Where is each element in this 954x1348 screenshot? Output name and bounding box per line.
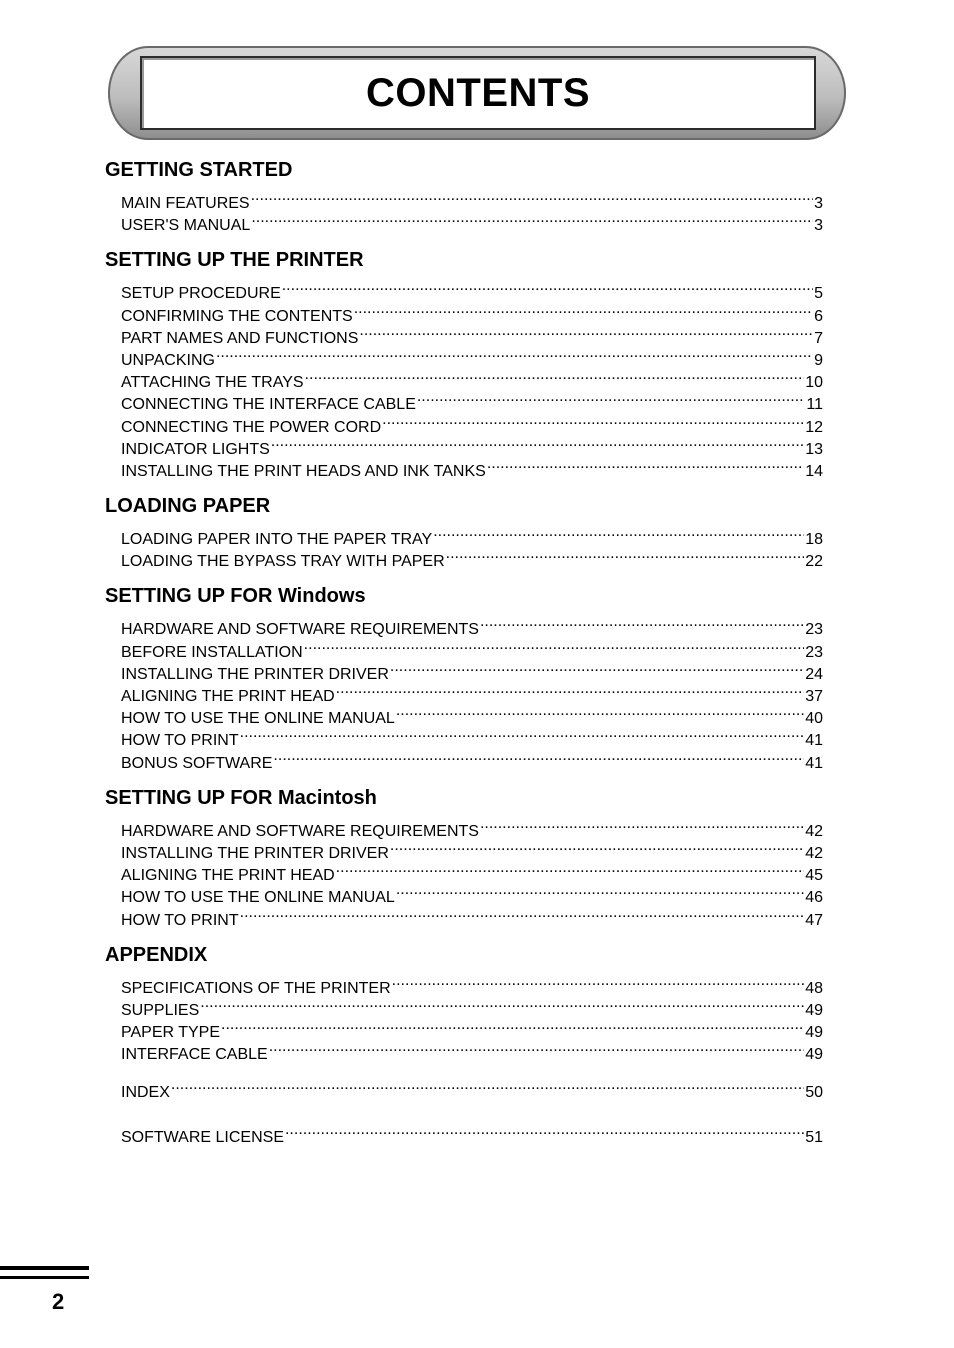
entry-label: UNPACKING xyxy=(121,351,215,369)
entry-label: HOW TO PRINT xyxy=(121,911,239,929)
entry-page: 11 xyxy=(806,396,823,414)
dot-leader xyxy=(336,858,805,880)
entry-label: USER'S MANUAL xyxy=(121,217,251,235)
entry-page: 13 xyxy=(805,440,823,458)
toc-entry[interactable] xyxy=(121,1015,823,1042)
entry-label: BONUS SOFTWARE xyxy=(121,754,273,772)
entry-page: 49 xyxy=(805,1046,823,1064)
dot-leader xyxy=(240,903,805,925)
title-box xyxy=(140,56,816,130)
entry-label: INDEX xyxy=(121,1084,170,1102)
toc-standalone-license xyxy=(105,1120,823,1146)
dot-leader xyxy=(390,836,804,858)
entry-label: HOW TO USE THE ONLINE MANUAL xyxy=(121,889,395,907)
dot-leader xyxy=(251,186,813,208)
toc-section xyxy=(105,492,823,571)
entry-label: LOADING THE BYPASS TRAY WITH PAPER xyxy=(121,553,445,571)
entry-label: HARDWARE AND SOFTWARE REQUIREMENTS xyxy=(121,621,479,639)
toc-entry[interactable] xyxy=(121,971,823,997)
toc-section xyxy=(105,246,823,480)
entry-label: LOADING PAPER INTO THE PAPER TRAY xyxy=(121,531,433,549)
entry-page: 10 xyxy=(805,374,823,392)
entry-page: 49 xyxy=(805,1024,823,1042)
entry-page: 22 xyxy=(805,553,823,571)
entry-page: 18 xyxy=(805,531,823,549)
entry-label: ALIGNING THE PRINT HEAD xyxy=(121,688,335,705)
entry-page: 24 xyxy=(805,665,823,683)
toc-standalone-index xyxy=(105,1075,823,1102)
dot-leader xyxy=(417,387,806,409)
entry-label: INSTALLING THE PRINTER DRIVER xyxy=(121,844,389,862)
toc-entry[interactable] xyxy=(121,186,823,212)
toc-entry[interactable] xyxy=(121,1037,823,1064)
entry-page: 23 xyxy=(805,621,823,639)
dot-leader xyxy=(480,814,804,836)
entry-label: INDICATOR LIGHTS xyxy=(121,440,270,458)
entry-label: HOW TO USE THE ONLINE MANUAL xyxy=(121,710,395,728)
toc-entry[interactable] xyxy=(121,522,823,549)
toc-section xyxy=(105,582,823,772)
toc-entry[interactable] xyxy=(121,993,823,1019)
footer-rule xyxy=(0,1276,89,1279)
dot-leader xyxy=(354,299,813,321)
dot-leader xyxy=(304,635,805,657)
dot-leader xyxy=(221,1015,804,1037)
toc-entry[interactable] xyxy=(121,814,823,840)
entry-label: SETUP PROCEDURE xyxy=(121,285,281,303)
entry-label: MAIN FEATURES xyxy=(121,195,250,212)
entry-page: 7 xyxy=(814,329,823,347)
entry-page: 40 xyxy=(805,710,823,728)
entry-page: 46 xyxy=(805,889,823,907)
entry-page: 51 xyxy=(805,1128,823,1146)
entry-page: 37 xyxy=(805,688,823,705)
entry-label: CONNECTING THE INTERFACE CABLE xyxy=(121,396,416,414)
entry-page: 48 xyxy=(805,979,823,997)
dot-leader xyxy=(433,522,804,544)
dot-leader xyxy=(285,1120,804,1142)
dot-leader xyxy=(396,880,804,902)
dot-leader xyxy=(390,657,804,679)
entry-page: 9 xyxy=(814,351,823,369)
toc-entry[interactable] xyxy=(121,276,823,303)
entry-label: PAPER TYPE xyxy=(121,1024,220,1042)
entry-page: 42 xyxy=(805,844,823,862)
toc-entry[interactable] xyxy=(121,365,823,392)
toc-entry[interactable] xyxy=(121,1120,823,1146)
entry-page: 3 xyxy=(814,217,823,235)
entry-label: INTERFACE CABLE xyxy=(121,1046,268,1064)
footer-rule xyxy=(0,1266,89,1270)
toc-section xyxy=(105,941,823,1064)
entry-label: SPECIFICATIONS OF THE PRINTER xyxy=(121,979,391,997)
entry-page: 5 xyxy=(814,285,823,303)
entry-page: 41 xyxy=(805,732,823,750)
toc-section xyxy=(105,156,823,235)
dot-leader xyxy=(251,208,813,230)
entry-page: 6 xyxy=(814,307,823,325)
entry-label: SUPPLIES xyxy=(121,1001,200,1019)
section-heading: SETTING UP THE PRINTER xyxy=(105,249,364,272)
table-of-contents xyxy=(105,156,823,1164)
dot-leader xyxy=(271,432,804,454)
entry-label: BEFORE INSTALLATION xyxy=(121,643,303,661)
title-banner xyxy=(108,46,846,140)
entry-page: 45 xyxy=(805,867,823,885)
dot-leader xyxy=(240,723,805,745)
entry-label: SOFTWARE LICENSE xyxy=(121,1128,284,1146)
entry-page: 12 xyxy=(805,418,823,436)
section-heading: SETTING UP FOR Macintosh xyxy=(105,786,377,809)
section-heading: LOADING PAPER xyxy=(105,495,271,518)
section-heading: SETTING UP FOR Windows xyxy=(105,585,366,608)
entry-page: 41 xyxy=(805,754,823,772)
dot-leader xyxy=(382,410,804,432)
dot-leader xyxy=(216,343,813,365)
dot-leader xyxy=(487,454,804,476)
page-number: 2 xyxy=(52,1289,65,1314)
section-heading: APPENDIX xyxy=(105,943,208,966)
entry-page: 50 xyxy=(805,1084,823,1102)
dot-leader xyxy=(273,746,804,768)
entry-label: CONFIRMING THE CONTENTS xyxy=(121,307,353,325)
dot-leader xyxy=(446,544,805,566)
dot-leader xyxy=(396,701,804,723)
entry-label: ATTACHING THE TRAYS xyxy=(121,374,304,392)
dot-leader xyxy=(282,276,813,298)
entry-page: 42 xyxy=(805,822,823,840)
entry-page: 49 xyxy=(805,1001,823,1019)
dot-leader xyxy=(480,612,804,634)
toc-entry[interactable] xyxy=(121,612,823,639)
entry-page: 3 xyxy=(814,195,823,212)
section-heading: GETTING STARTED xyxy=(105,159,293,181)
toc-section xyxy=(105,784,823,929)
entry-page: 23 xyxy=(805,643,823,661)
entry-label: INSTALLING THE PRINT HEADS AND INK TANKS xyxy=(121,462,486,480)
page-title: CONTENTS xyxy=(366,71,590,115)
entry-label: HARDWARE AND SOFTWARE REQUIREMENTS xyxy=(121,822,479,840)
entry-label: ALIGNING THE PRINT HEAD xyxy=(121,867,335,885)
dot-leader xyxy=(392,971,805,993)
toc-entry[interactable] xyxy=(121,343,823,369)
entry-page: 47 xyxy=(805,911,823,929)
dot-leader xyxy=(200,993,804,1015)
toc-entry[interactable] xyxy=(121,1075,823,1102)
dot-leader xyxy=(359,321,813,343)
entry-label: PART NAMES AND FUNCTIONS xyxy=(121,329,359,347)
entry-page: 14 xyxy=(805,462,823,480)
entry-label: CONNECTING THE POWER CORD xyxy=(121,418,382,436)
dot-leader xyxy=(305,365,805,387)
dot-leader xyxy=(336,679,805,701)
entry-label: HOW TO PRINT xyxy=(121,732,239,750)
dot-leader xyxy=(269,1037,805,1059)
dot-leader xyxy=(171,1075,804,1097)
entry-label: INSTALLING THE PRINTER DRIVER xyxy=(121,665,389,683)
